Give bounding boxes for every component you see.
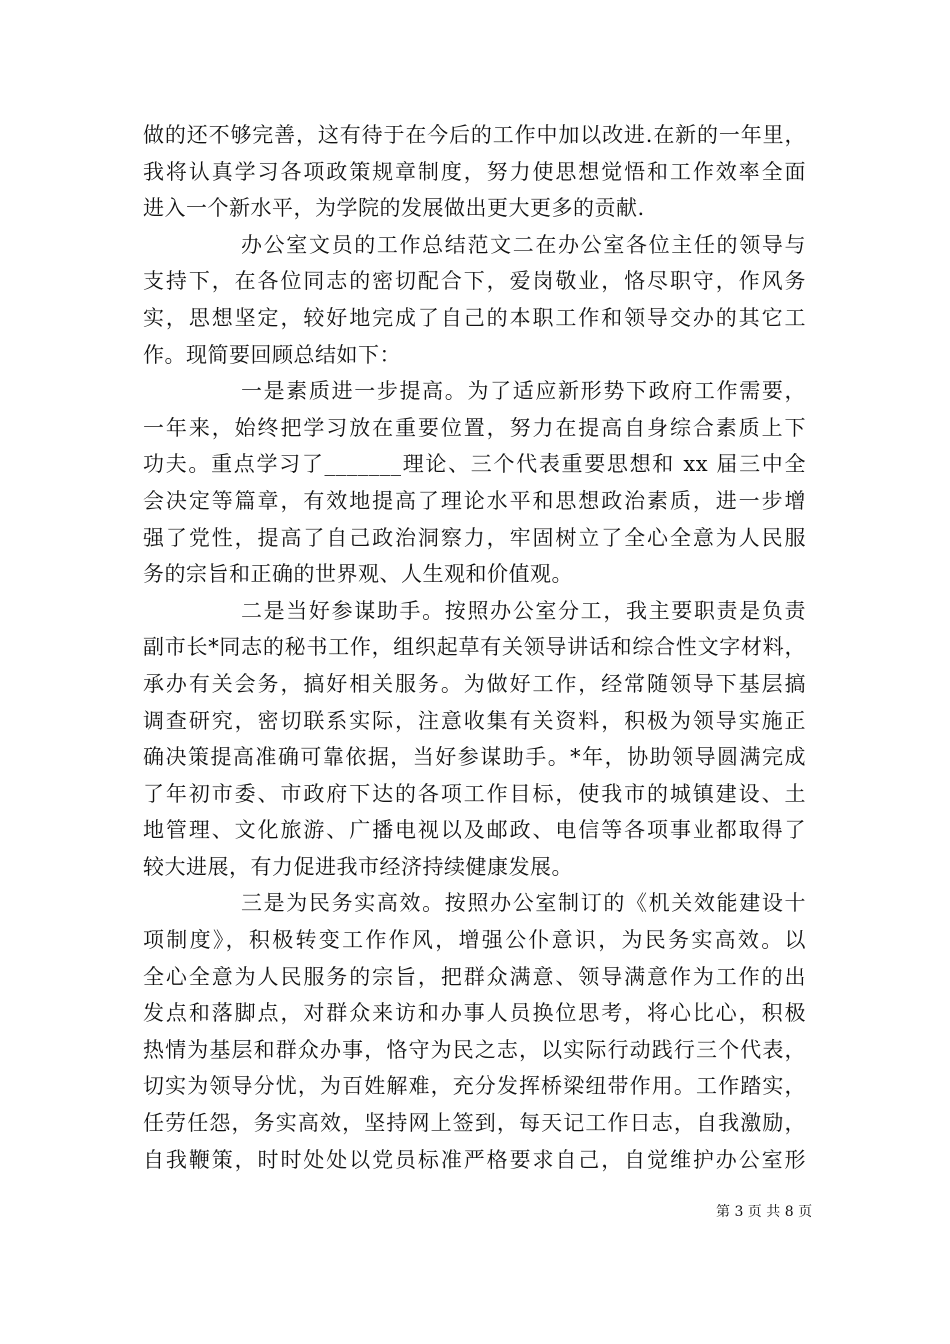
paragraph-4 bbox=[143, 593, 806, 886]
text-line: 进入一个新水平，为学院的发展做出更大更多的贡献. bbox=[143, 196, 645, 221]
text-line: 支持下，在各位同志的密切配合下，爱岗敬业，恪尽职守，作风务 bbox=[143, 269, 806, 294]
text-line: 会决定等篇章，有效地提高了理论水平和思想政治素质，进一步增 bbox=[143, 488, 806, 513]
page-number-footer: 第 3 页 共 8 页 bbox=[716, 1204, 813, 1220]
text-line: 发点和落脚点，对群众来访和办事人员换位思考，将心比心，积极 bbox=[143, 1001, 806, 1026]
text-line: 全心全意为人民服务的宗旨，把群众满意、领导满意作为工作的出 bbox=[143, 964, 806, 989]
text-line: 二是当好参谋助手。按照办公室分工，我主要职责是负责 bbox=[241, 598, 806, 623]
text-line: 做的还不够完善，这有待于在今后的工作中加以改进.在新的一年里， bbox=[143, 123, 806, 147]
text-line: 任劳任怨，务实高效，坚持网上签到，每天记工作日志，自我激励， bbox=[143, 1111, 806, 1136]
text-line: 一年来，始终把学习放在重要位置，努力在提高自身综合素质上下 bbox=[143, 415, 806, 440]
text-line: 实，思想坚定，较好地完成了自己的本职工作和领导交办的其它工 bbox=[143, 305, 806, 330]
text-line: 地管理、文化旅游、广播电视以及邮政、电信等各项事业都取得了 bbox=[143, 818, 806, 843]
paragraph-5 bbox=[143, 885, 806, 1178]
paragraph-1 bbox=[143, 117, 806, 227]
paragraph-2 bbox=[143, 227, 806, 373]
text-line: 了年初市委、市政府下达的各项工作目标，使我市的城镇建设、土 bbox=[143, 781, 806, 806]
text-line: 自我鞭策，时时处处以党员标准严格要求自己，自觉维护办公室形 bbox=[143, 1147, 806, 1172]
text-line: 承办有关会务，搞好相关服务。为做好工作，经常随领导下基层搞 bbox=[143, 671, 806, 696]
text-line: 功夫。重点学习了_______理论、三个代表重要思想和 xx 届三中全 bbox=[143, 452, 806, 477]
text-line: 项制度》，积极转变工作作风，增强公仆意识，为民务实高效。以 bbox=[143, 928, 806, 953]
text-line: 我将认真学习各项政策规章制度，努力使思想觉悟和工作效率全面 bbox=[143, 159, 806, 184]
text-line: 热情为基层和群众办事，恪守为民之志，以实际行动践行三个代表， bbox=[143, 1037, 806, 1062]
text-line: 副市长*同志的秘书工作，组织起草有关领导讲话和综合性文字材料， bbox=[143, 635, 806, 660]
text-line: 切实为领导分忧，为百姓解难，充分发挥桥梁纽带作用。工作踏实， bbox=[143, 1074, 806, 1099]
paragraph-3 bbox=[143, 373, 806, 593]
text-line: 办公室文员的工作总结范文二在办公室各位主任的领导与 bbox=[241, 232, 806, 257]
text-line: 三是为民务实高效。按照办公室制订的《机关效能建设十 bbox=[241, 891, 806, 916]
text-line: 确决策提高准确可靠依据，当好参谋助手。*年，协助领导圆满完成 bbox=[143, 745, 806, 770]
document-body bbox=[143, 117, 806, 1178]
text-line: 强了党性，提高了自己政治洞察力，牢固树立了全心全意为人民服 bbox=[143, 525, 806, 550]
text-line: 务的宗旨和正确的世界观、人生观和价值观。 bbox=[143, 562, 573, 587]
text-line: 调查研究，密切联系实际，注意收集有关资料，积极为领导实施正 bbox=[143, 708, 806, 733]
text-line: 一是素质进一步提高。为了适应新形势下政府工作需要， bbox=[241, 379, 806, 404]
text-line: 较大进展，有力促进我市经济持续健康发展。 bbox=[143, 854, 573, 879]
text-line: 作。现简要回顾总结如下： bbox=[143, 342, 401, 367]
